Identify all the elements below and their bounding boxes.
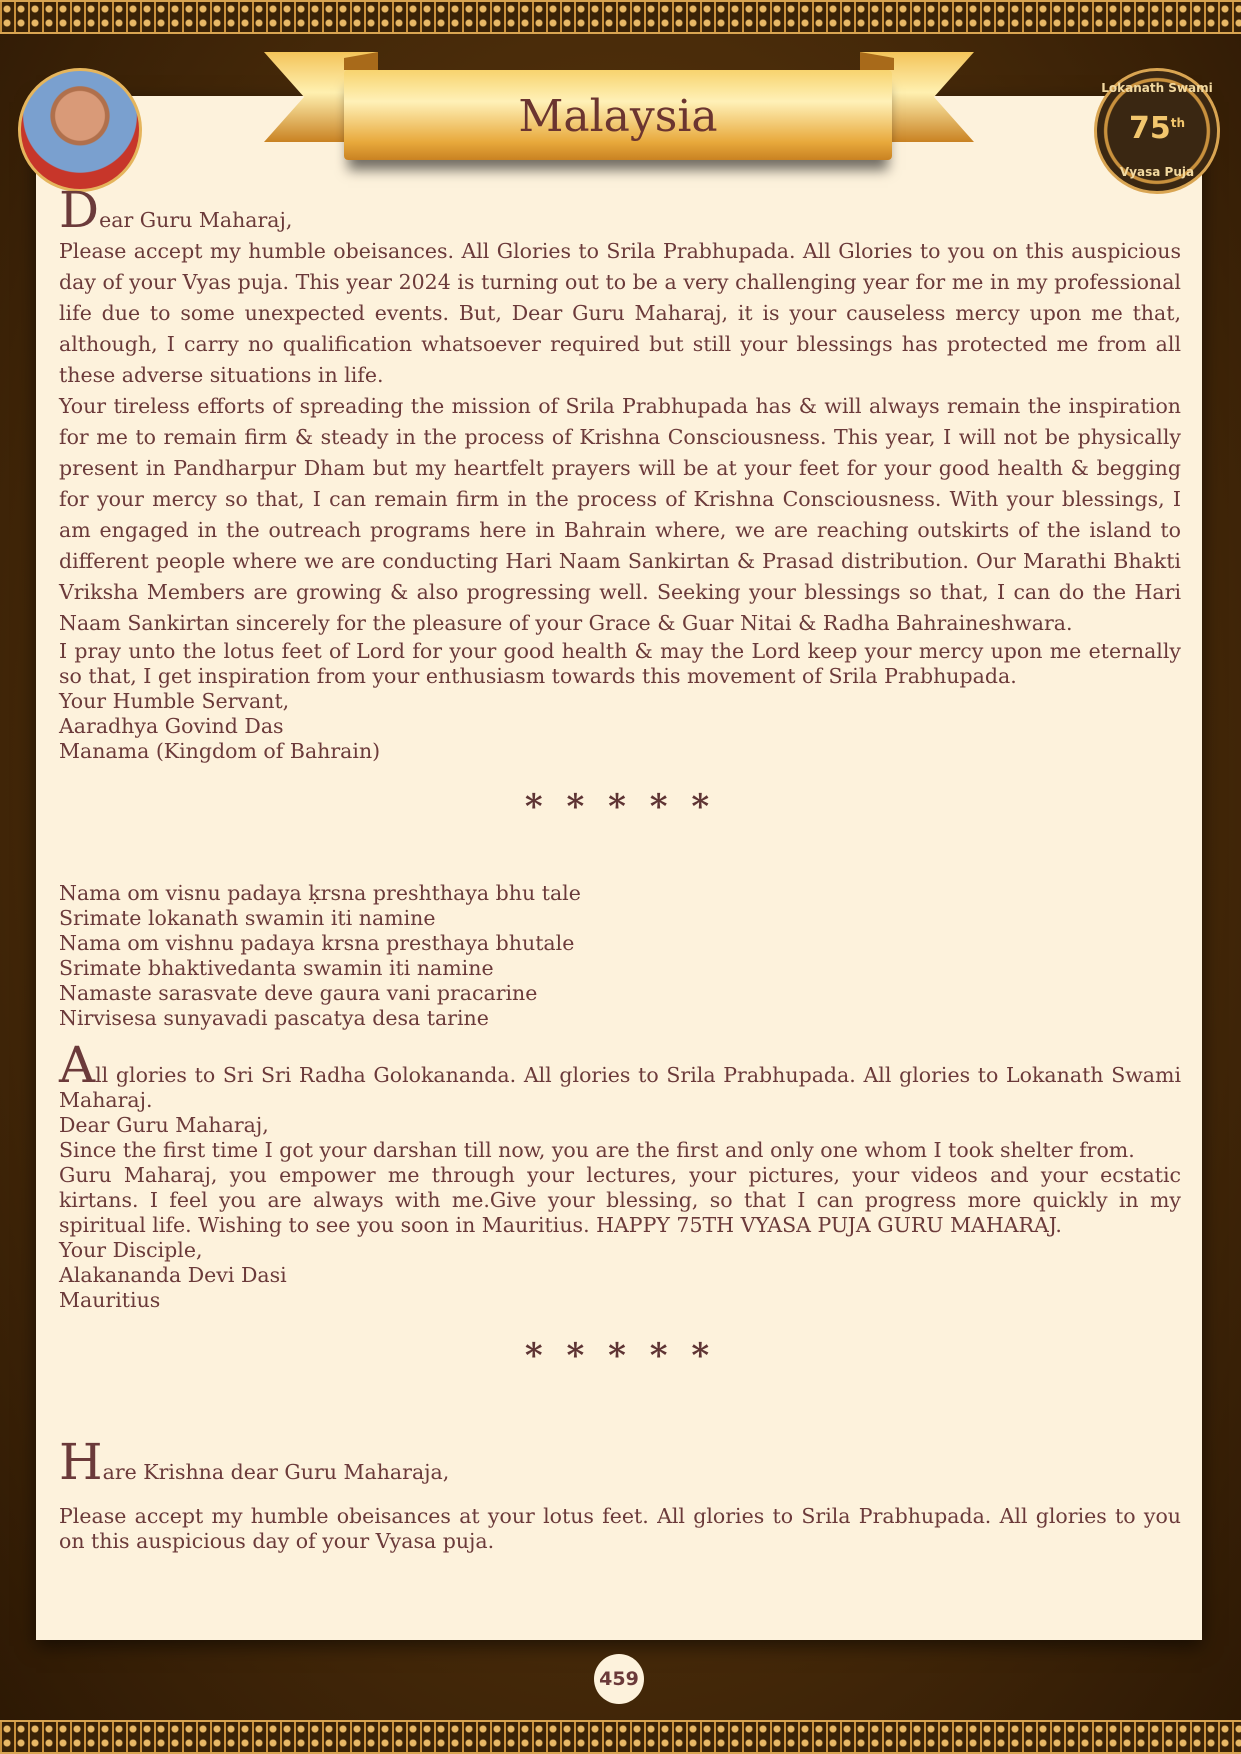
prayer-line: Namaste sarasvate deve gaura vani pracarine xyxy=(59,981,538,1005)
prayer-line: Srimate lokanath swamin iti namine xyxy=(59,906,436,930)
seal-top-text: Lokanath Swami xyxy=(1101,81,1213,95)
main-content xyxy=(59,181,1181,1554)
offering-1-paragraph-2: Your tireless efforts of spreading the mission of Srila Prabhupada has & will always remain the inspiration for me to remain firm & steady in the process of Krishna Consciousness. This year, I will not be physically present in Pandharpur Dham but my heartfelt prayers will be at your feet for your good health & begging for your mercy so that, I can remain firm in the process of Krishna Consciousness. With your blessings, I am engaged in the outreach programs here in Bahrain where, we are reaching outskirts of the island to different people where we are conducting Hari Naam Sankirtan & Prasad distribution. Our Marathi Bhakti Vriksha Members are growing & also progressing well. Seeking your blessings so that, I can do the Hari Naam Sankirtan sincerely for the pleasure of your Grace & Guar Nitai & Radha Bahraineshwara. xyxy=(59,394,1181,635)
prayer-line: Nirvisesa sunyavadi pascatya desa tarine xyxy=(59,1006,489,1030)
title-ribbon xyxy=(258,50,980,180)
pranam-mantras xyxy=(59,881,1181,1031)
offering-2-closing: Your Disciple, xyxy=(59,1238,203,1262)
decorative-border-bottom xyxy=(0,1720,1241,1754)
offering-2-paragraph-1: All glories to Sri Sri Radha Golokananda. All glories to Srila Prabhupada. All glories to Lokanath Swami Maharaj. xyxy=(59,1036,1181,1112)
guru-portrait xyxy=(18,68,142,192)
seal-bottom-text: Vyasa Puja xyxy=(1119,165,1195,179)
prayer-line: Srimate bhaktivedanta swamin iti namine xyxy=(59,956,494,980)
page-number: 459 xyxy=(594,1654,644,1704)
drop-cap: A xyxy=(59,1036,96,1094)
offering-3 xyxy=(59,1433,1181,1554)
offering-3-paragraph-1: Please accept my humble obeisances at your lotus feet. All glories to Srila Prabhupada. All glories to you on this auspicious day of your Vyasa puja. xyxy=(59,1504,1181,1553)
offering-1-closing: Your Humble Servant, xyxy=(59,689,290,713)
vyasa-puja-seal-logo xyxy=(1094,68,1220,194)
offering-2-paragraph-3: Guru Maharaj, you empower me through your lectures, your pictures, your videos and your ecstatic kirtans. I feel you are always with me.Give your blessing, so that I can progress more quickly in my spiritual life. Wishing to see you soon in Mauritius. HAPPY 75TH VYASA PUJA GURU MAHARAJ. xyxy=(59,1163,1181,1237)
ribbon-banner xyxy=(344,70,892,160)
offering-2 xyxy=(59,1036,1181,1313)
drop-cap: H xyxy=(59,1433,103,1491)
separator: * * * * * xyxy=(524,787,716,827)
page-title: Malaysia xyxy=(518,91,718,142)
offering-3-salutation: Hare Krishna dear Guru Maharaja, xyxy=(59,1433,450,1491)
prayer-line: Nama om vishnu padaya krsna presthaya bhutale xyxy=(59,931,575,955)
seal-number: 75th xyxy=(1128,111,1186,146)
offering-2-location: Mauritius xyxy=(59,1288,161,1312)
offering-1-salutation: Dear Guru Maharaj, xyxy=(59,181,293,239)
offering-1-location: Manama (Kingdom of Bahrain) xyxy=(59,739,381,763)
offering-1-author: Aaradhya Govind Das xyxy=(59,714,284,738)
separator: * * * * * xyxy=(524,1336,716,1376)
decorative-border-top xyxy=(0,0,1241,34)
offering-2-paragraph-2: Since the first time I got your darshan till now, you are the first and only one whom I took shelter from. xyxy=(59,1138,1135,1162)
offering-1 xyxy=(59,181,1181,764)
prayer-line: Nama om visnu padaya ḳrsna preshthaya bhu tale xyxy=(59,881,581,905)
offering-2-author: Alakananda Devi Dasi xyxy=(59,1263,287,1287)
offering-2-salutation: Dear Guru Maharaj, xyxy=(59,1113,269,1137)
drop-cap: D xyxy=(59,181,100,239)
offering-1-paragraph-3: I pray unto the lotus feet of Lord for your good health & may the Lord keep your mercy upon me eternally so that, I get inspiration from your enthusiasm towards this movement of Srila Prabhupada. xyxy=(59,639,1181,688)
offering-1-paragraph-1: Please accept my humble obeisances. All Glories to Srila Prabhupada. All Glories to you on this auspicious day of your Vyas puja. This year 2024 is turning out to be a very challenging year for me in my professional life due to some unexpected events. But, Dear Guru Maharaj, it is your causeless mercy upon me that, although, I carry no qualification whatsoever required but still your blessings has protected me from all these adverse situations in life. xyxy=(59,239,1181,387)
